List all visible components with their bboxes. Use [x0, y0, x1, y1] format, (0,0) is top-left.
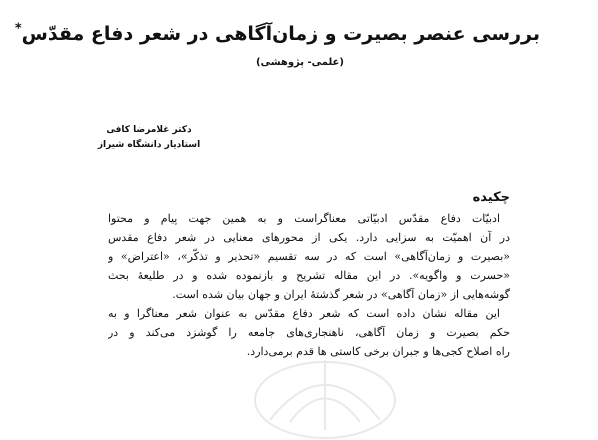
author-name: دکتر غلامرضا کافی: [106, 125, 192, 135]
abstract-line: حکم بصیرت و زمان آگاهی، ناهنجاری‌های جامعه را گوشزد می‌کند و در: [108, 326, 510, 339]
abstract-line: «بصیرت و زمان‌آگاهی» است که در سه تقسیم «تحذیر و تذکّر»، «اعتراض» و: [108, 250, 510, 263]
abstract-line: ادبیّات دفاع مقدّس ادبیّاتی معناگراست و به همین جهت پیام و محتوا: [108, 212, 500, 225]
author-affiliation: استادیار دانشگاه شیراز: [97, 140, 201, 150]
article-title-text: بررسی عنصر بصیرت و زمان‌آگاهی در شعر دفاع مقدّس: [21, 23, 540, 45]
abstract-line: گوشه‌هایی از «زمان آگاهی» در شعر گذشتهٔ ایران و جهان بیان شده است.: [172, 288, 510, 301]
abstract-heading: چکیده: [472, 190, 510, 205]
article-type-label: (علمی- پژوهشی): [256, 57, 344, 68]
author-block: [64, 123, 234, 153]
abstract-line: در آن اهمیّت به سزایی دارد. یکی از محورهای معنایی در شعر دفاع مقدس: [108, 231, 510, 244]
abstract-line: این مقاله نشان داده است که شعر دفاع مقدّس به عنوان شعر معناگرا و به: [108, 307, 500, 320]
abstract-paragraph-1: [108, 209, 510, 304]
article-title: [14, 21, 540, 46]
abstract-line: «حسرت و واگویه». در این مقاله تشریح و بازنموده شده و در طلیعهٔ بحث: [108, 269, 510, 282]
title-footnote-mark: *: [14, 21, 22, 37]
abstract-line: راه اصلاح کجی‌ها و جبران برخی کاستی ها قدم برمی‌دارد.: [246, 345, 510, 358]
university-emblem-watermark-icon: [230, 330, 420, 440]
